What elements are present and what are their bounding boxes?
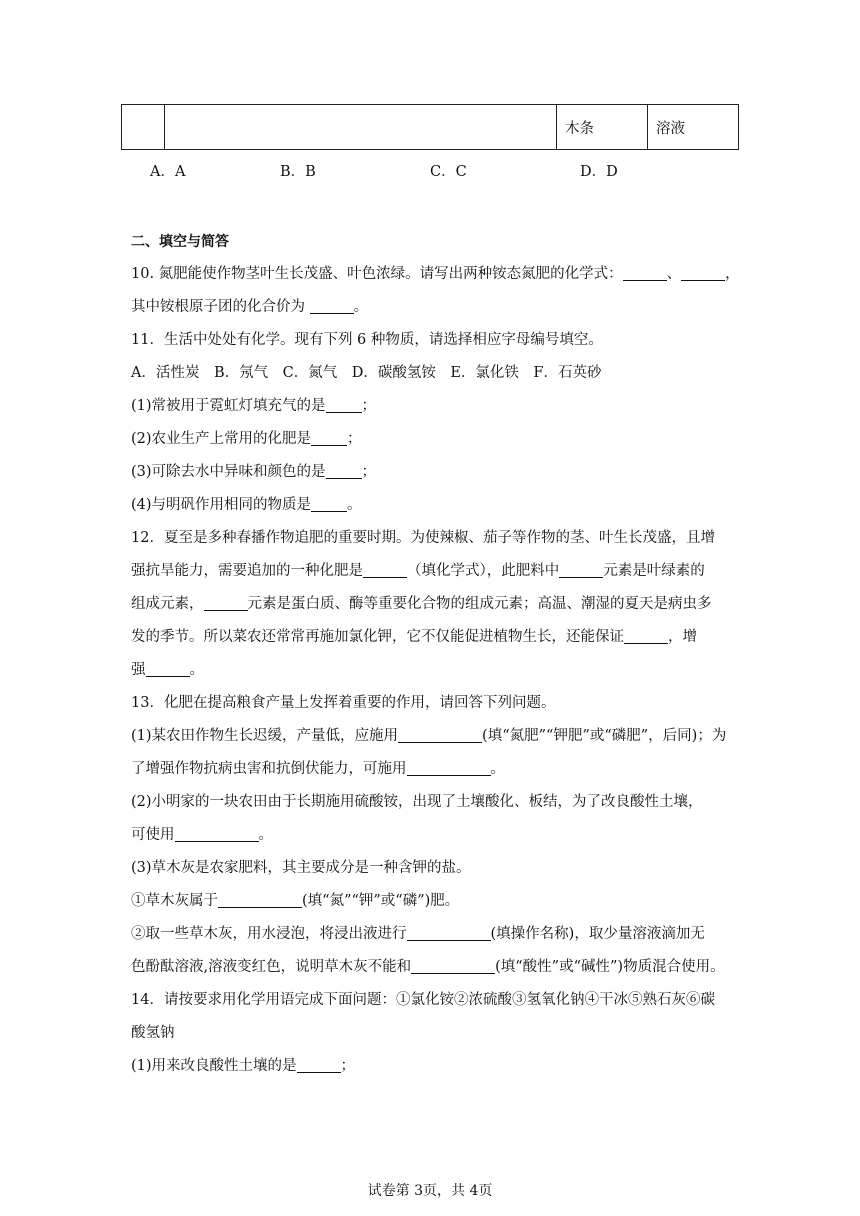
- answer-blank: [311, 429, 347, 446]
- text: ①草木灰属于: [131, 893, 218, 909]
- text: (1)用来改良酸性土壤的是: [131, 1058, 297, 1074]
- question-13-line: [131, 819, 743, 852]
- text: 强: [131, 662, 146, 678]
- text: 。: [490, 761, 505, 777]
- question-14-line: 14．请按要求用化学用语完成下面问题：①氯化铵②浓硫酸③氢氧化钠④干冰⑤熟石灰⑥碳: [131, 992, 715, 1008]
- answer-blank: [559, 561, 603, 578]
- question-11-choices: A．活性炭 B．氖气 C．氮气 D．碳酸氢铵 E．氯化铁 F．石英砂: [131, 365, 602, 381]
- text: (填“氮”“钾”或“磷”)肥。: [302, 893, 460, 909]
- answer-blank: [326, 396, 362, 413]
- text: ；: [340, 1058, 356, 1074]
- answer-blank: [146, 660, 190, 677]
- text: 其中铵根原子团的化合价为: [131, 299, 310, 315]
- answer-blank: [204, 594, 248, 611]
- text: 强抗旱能力，需要追加的一种化肥是: [131, 563, 363, 579]
- text: ；: [361, 464, 377, 480]
- answer-blank: [297, 1056, 341, 1073]
- option-a: A．A: [150, 164, 186, 180]
- text: 。: [347, 497, 362, 513]
- question-12-line: [131, 555, 743, 588]
- answer-table: [121, 104, 739, 150]
- answer-blank: [363, 561, 407, 578]
- question-13-line: [131, 885, 743, 918]
- table-cell: 木条: [557, 105, 648, 150]
- answer-blank: [311, 495, 347, 512]
- text: ，: [725, 266, 740, 282]
- question-10-line: [131, 291, 743, 324]
- text: ；: [347, 431, 362, 447]
- text: 色酚酞溶液,溶液变红色，说明草木灰不能和: [131, 959, 412, 975]
- text: 元素是蛋白质、酶等重要化合物的组成元素；高温、潮湿的夏天是病虫多: [247, 596, 712, 612]
- answer-blank: [398, 726, 482, 743]
- text: ，增: [668, 629, 697, 645]
- text: (1)某农田作物生长迟缓，产量低，应施用: [131, 728, 399, 744]
- text: ②取一些草木灰，用水浸泡，将浸出液进行: [131, 926, 407, 942]
- text: 。: [189, 662, 204, 678]
- question-13-line: [131, 951, 743, 984]
- table-cell: 溶液: [648, 105, 739, 150]
- answer-blank: [175, 825, 259, 842]
- text: 了增强作物抗病虫害和抗倒伏能力，可施用: [131, 761, 407, 777]
- text: 组成元素，: [131, 596, 204, 612]
- option-c: C．C: [430, 164, 467, 180]
- question-13-stem: 13．化肥在提高粮食产量上发挥着重要的作用，请回答下列问题。: [131, 695, 556, 711]
- table-row: [122, 105, 739, 150]
- answer-blank: [310, 297, 354, 314]
- question-12-line: [131, 654, 743, 687]
- answer-blank: [411, 957, 495, 974]
- question-11-part: [131, 390, 743, 423]
- answer-blank: [624, 627, 668, 644]
- table-cell: [122, 105, 165, 150]
- option-b: B．B: [280, 164, 316, 180]
- text: 。: [258, 827, 273, 843]
- question-11-part: [131, 489, 743, 522]
- question-13-line: [131, 753, 743, 786]
- question-12-line: [131, 621, 743, 654]
- question-13-line: [131, 918, 743, 951]
- text: (2)农业生产上常用的化肥是: [131, 431, 312, 447]
- option-d: D．D: [580, 164, 618, 180]
- questions: [131, 258, 743, 1083]
- answer-blank: [326, 462, 362, 479]
- text: 。: [353, 299, 369, 315]
- text: 10. 氮肥能使作物茎叶生长茂盛、叶色浓绿。请写出两种铵态氮肥的化学式：: [131, 266, 623, 282]
- question-11-stem: 11．生活中处处有化学。现有下列 6 种物质，请选择相应字母编号填空。: [131, 332, 603, 348]
- page-footer: 试卷第 3页，共 4页: [367, 1183, 493, 1199]
- text: (填“酸性”或“碱性”)物质混合使用。: [495, 959, 725, 975]
- text: (1)常被用于霓虹灯填充气的是: [131, 398, 326, 414]
- question-13-line: (2)小明家的一块农田由于长期施用硫酸铵，出现了土壤酸化、板结，为了改良酸性土壤，: [131, 794, 703, 810]
- question-14-line: 酸氢钠: [131, 1025, 175, 1041]
- text: ；: [361, 398, 377, 414]
- text: 元素是叶绿素的: [603, 563, 705, 579]
- question-13-line: [131, 720, 743, 753]
- answer-blank: [623, 264, 667, 281]
- question-14-part: [131, 1050, 743, 1083]
- question-11-part: [131, 423, 743, 456]
- question-11-part: [131, 456, 743, 489]
- question-12-line: [131, 588, 743, 621]
- text: 、: [666, 266, 682, 282]
- text: 发的季节。所以菜农还常常再施加氯化钾，它不仅能促进植物生长，还能保证: [131, 629, 624, 645]
- answer-blank: [407, 924, 491, 941]
- text: (填操作名称)，取少量溶液滴加无: [490, 926, 705, 942]
- text: (填“氮肥”“钾肥”或“磷肥”，后同)；为: [482, 728, 727, 744]
- section-title: 二、填空与简答: [131, 234, 229, 250]
- question-12-line: 12．夏至是多种春播作物追肥的重要时期。为使辣椒、茄子等作物的茎、叶生长茂盛，且增: [131, 530, 715, 546]
- question-10-line: [131, 258, 743, 291]
- answer-blank: [218, 891, 302, 908]
- answer-blank: [681, 264, 725, 281]
- text: (3)可除去水中异味和颜色的是: [131, 464, 326, 480]
- question-13-line: (3)草木灰是农家肥料，其主要成分是一种含钾的盐。: [131, 860, 471, 876]
- text: 可使用: [131, 827, 175, 843]
- answer-blank: [407, 759, 491, 776]
- text: （填化学式），此肥料中: [407, 563, 560, 579]
- table-cell: [165, 105, 557, 150]
- text: (4)与明矾作用相同的物质是: [131, 497, 312, 513]
